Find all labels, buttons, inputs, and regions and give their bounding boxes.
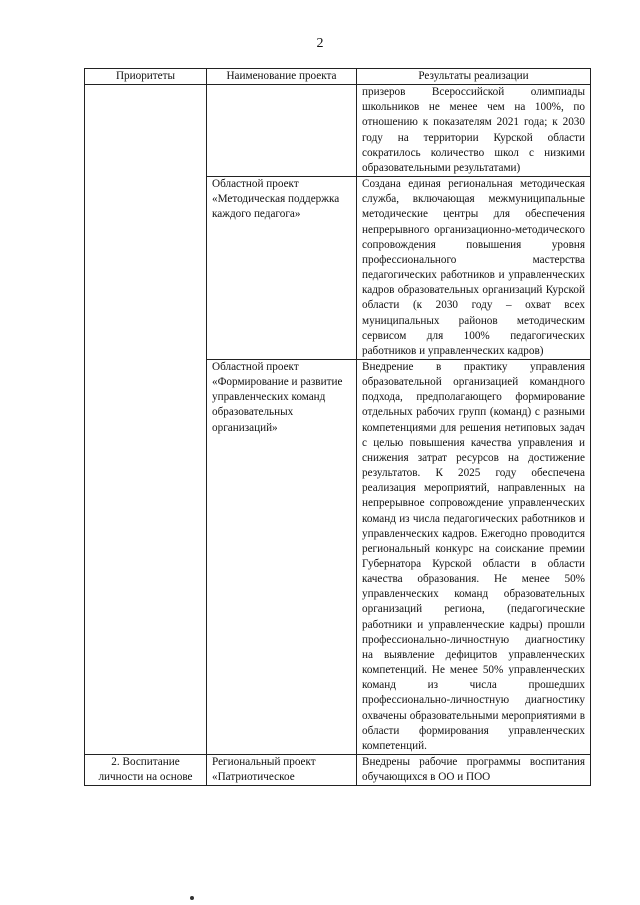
result-cell: Создана единая региональная методическая служба, включающая межмуниципальные методические центры для обеспечения непрерывного организационно-методического сопровождения повышения уровня профессионального мастерства педагогических работников и управленческих кадров образовательных организаций Курской области (к 2030 году – охват всех муниципальных районов методическим сервисом для 100% педагогических работников и управленческих кадров): [357, 177, 591, 360]
result-cell: Внедрены рабочие программы воспитания обучающихся в ОО и ПОО: [357, 755, 591, 786]
priority-cell: [85, 85, 207, 755]
scan-dot: [190, 896, 194, 900]
project-cell: Региональный проект «Патриотическое: [207, 755, 357, 786]
header-project-name: Наименование проекта: [207, 69, 357, 85]
result-cell: Внедрение в практику управления образовательной организацией командного подхода, предполагающего формирование отдельных рабочих групп (команд) с разными компетенциями для решения нетиповых задач с целью повышения качества управления и снижения затрат ресурсов на достижение результатов. К 2025 году обеспечена реализация мероприятий, направленных на непрерывное сопровождение управленческих команд из числа педагогических работников и управленческих кадров. Ежегодно проводится региональный конкурс на соискание премии Губернатора Курской области в области качества образования. Не менее 50% управленческих команд образовательных организаций региона, (педагогические работники и управленческие кадры) прошли профессионально-личностную диагностику на выявление дефицитов управленческих компетенций. Не менее 50% управленческих команд из числа прошедших профессионально-личностную диагностику охвачены образовательными мероприятиями в области формирования управленческих компетенций.: [357, 359, 591, 754]
header-results: Результаты реализации: [357, 69, 591, 85]
results-table: [84, 68, 591, 786]
result-cell: призеров Всероссийской олимпиады школьников не менее чем на 100%, по отношению к показателям 2021 года; к 2030 году на территории Курской области сократилось количество школ с низкими образовательными результатами): [357, 85, 591, 177]
priority-cell: 2. Воспитание личности на основе: [85, 755, 207, 786]
project-cell: Областной проект «Методическая поддержка каждого педагога»: [207, 177, 357, 360]
project-cell: [207, 85, 357, 177]
table-header-row: [85, 69, 591, 85]
table-row: [85, 85, 591, 177]
header-priorities: Приоритеты: [85, 69, 207, 85]
page-number: 2: [316, 36, 324, 51]
table-row: [85, 755, 591, 786]
project-cell: Областной проект «Формирование и развитие управленческих команд образовательных организаций»: [207, 359, 357, 754]
